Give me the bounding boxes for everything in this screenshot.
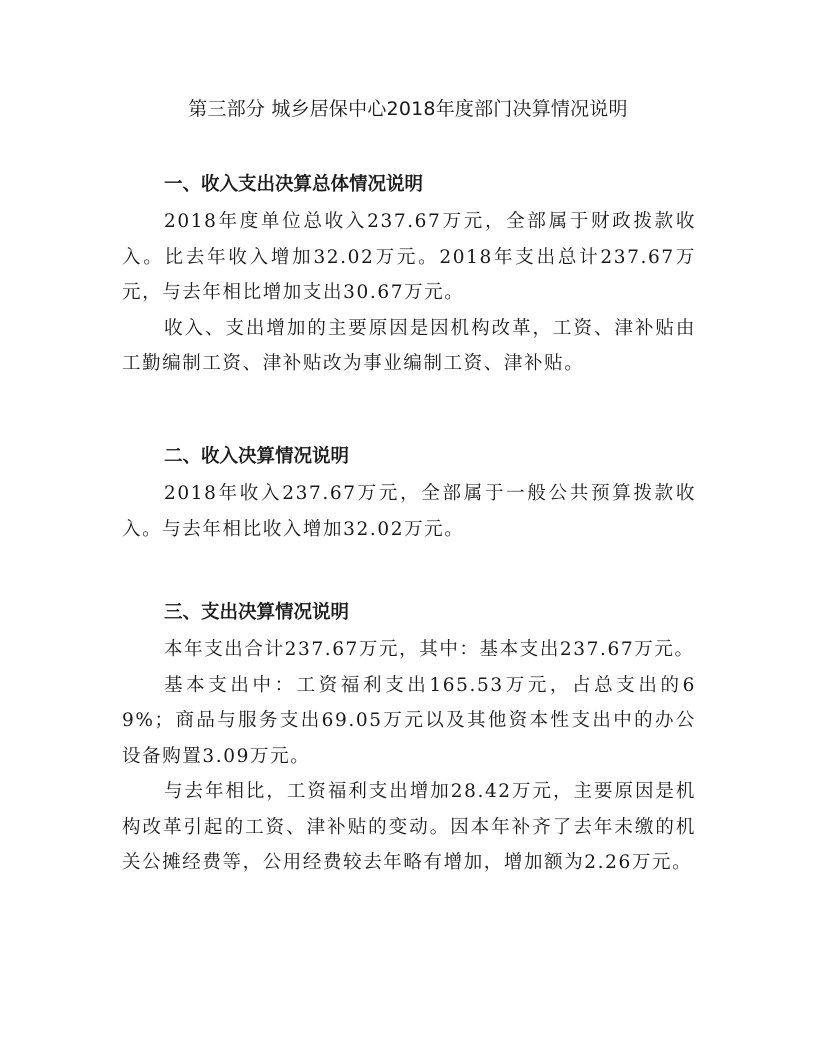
section-income: [122, 442, 696, 547]
paragraph: 2018年度单位总收入237.67万元，全部属于财政拨款收入。比去年收入增加32.02万元。2018年支出总计237.67万元，与去年相比增加支出30.67万元。: [122, 211, 696, 303]
paragraph: 本年支出合计237.67万元，其中：基本支出237.67万元。: [164, 639, 695, 660]
section-heading: 三、支出决算情况说明: [164, 602, 350, 623]
paragraph: 与去年相比，工资福利支出增加28.42万元，主要原因是机构改革引起的工资、津补贴的变动。因本年补齐了去年未缴的机关公摊经费等，公用经费较去年略有增加，增加额为2.26万元。: [122, 781, 696, 873]
page-title: 第三部分 城乡居保中心2018年度部门决算情况说明: [188, 98, 628, 120]
section-overall: [122, 170, 696, 382]
section-heading: 二、收入决算情况说明: [164, 446, 350, 467]
section-heading: 一、收入支出决算总体情况说明: [164, 174, 424, 195]
paragraph: 收入、支出增加的主要原因是因机构改革，工资、津补贴由工勤编制工资、津补贴改为事业编制工资、津补贴。: [122, 317, 696, 374]
paragraph: 基本支出中：工资福利支出165.53万元，占总支出的69%；商品与服务支出69.05万元以及其他资本性支出中的办公设备购置3.09万元。: [122, 674, 696, 767]
section-expenditure: [122, 598, 696, 881]
paragraph: 2018年收入237.67万元，全部属于一般公共预算拨款收入。与去年相比收入增加32.02万元。: [122, 483, 696, 540]
